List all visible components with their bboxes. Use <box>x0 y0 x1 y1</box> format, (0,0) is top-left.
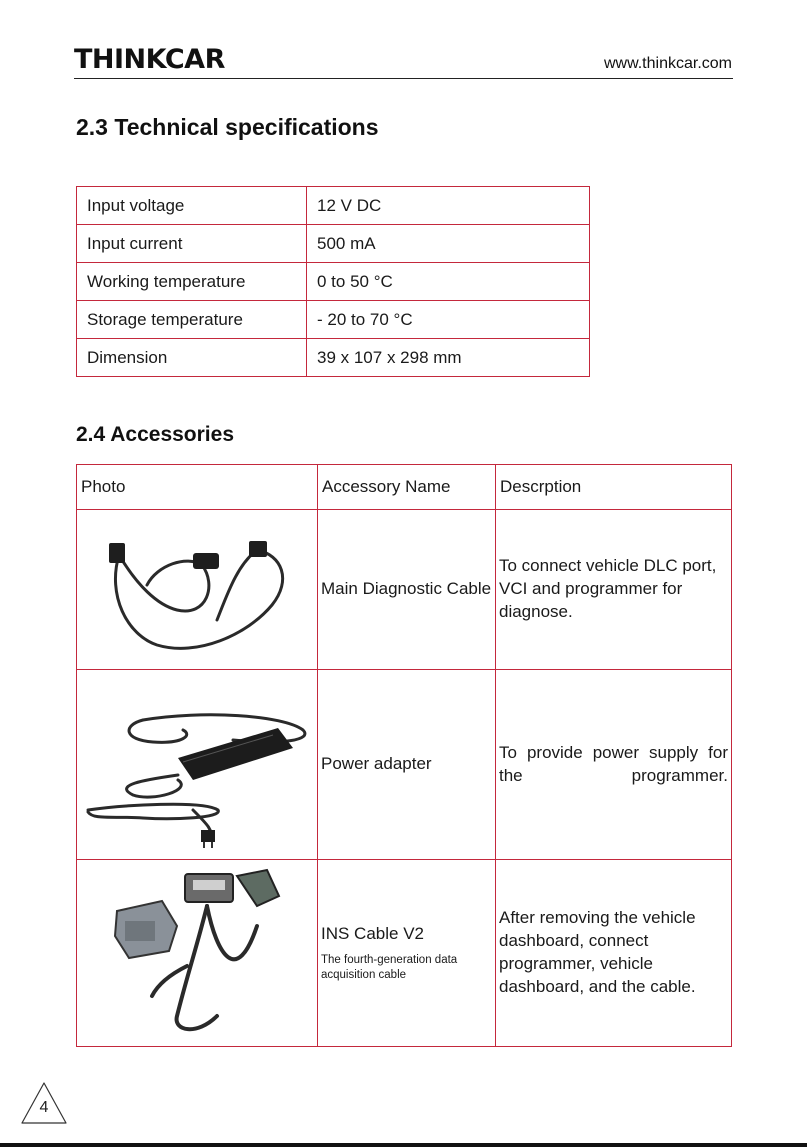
power-adapter-photo-icon <box>83 680 311 850</box>
accessory-photo-cell <box>77 860 318 1047</box>
spec-label: Working temperature <box>77 263 307 301</box>
accessory-description: To connect vehicle DLC port, VCI and programmer for diagnose. <box>496 510 732 670</box>
spec-row <box>77 263 590 301</box>
accessory-description: After removing the vehicle dashboard, connect programmer, vehicle dashboard, and the cable. <box>496 860 732 1047</box>
page-number-badge <box>19 1080 69 1126</box>
column-header-description: Descrption <box>496 465 732 510</box>
spec-label: Dimension <box>77 339 307 377</box>
accessory-name: INS Cable V2 <box>321 924 424 944</box>
footer-divider <box>0 1143 807 1147</box>
accessory-name-cell <box>318 860 496 1047</box>
accessory-row <box>77 860 732 1047</box>
accessory-row <box>77 510 732 670</box>
column-header-name: Accessory Name <box>318 465 496 510</box>
accessory-subtitle: The fourth-generation data acquisition cable <box>321 954 458 982</box>
spec-value: 39 x 107 x 298 mm <box>307 339 590 377</box>
spec-value: 500 mA <box>307 225 590 263</box>
column-header-photo: Photo <box>77 465 318 510</box>
ins-cable-photo-icon <box>107 866 287 1041</box>
header-divider <box>74 78 733 79</box>
diagnostic-cable-photo-icon <box>97 525 297 655</box>
spec-value: 12 V DC <box>307 187 590 225</box>
spec-table <box>76 186 590 377</box>
accessory-photo-cell <box>77 510 318 670</box>
page-number: 4 <box>39 1099 49 1116</box>
accessory-row <box>77 670 732 860</box>
accessory-description: To provide power supply for the programmer. <box>496 670 732 860</box>
spec-value: - 20 to 70 °C <box>307 301 590 339</box>
spec-value: 0 to 50 °C <box>307 263 590 301</box>
spec-label: Input voltage <box>77 187 307 225</box>
accessory-photo-cell <box>77 670 318 860</box>
spec-row <box>77 187 590 225</box>
accessories-header-row <box>77 465 732 510</box>
accessory-name: Power adapter <box>318 670 496 860</box>
spec-label: Storage temperature <box>77 301 307 339</box>
spec-row <box>77 301 590 339</box>
accessories-table <box>76 464 732 1047</box>
spec-label: Input current <box>77 225 307 263</box>
spec-row <box>77 339 590 377</box>
accessories-section-title: 2.4 Accessories <box>76 423 235 446</box>
spec-row <box>77 225 590 263</box>
brand-logo: THINKCAR <box>74 44 225 75</box>
spec-section-title: 2.3 Technical specifications <box>76 114 379 140</box>
website-url: www.thinkcar.com <box>603 55 732 72</box>
accessory-name: Main Diagnostic Cable <box>318 510 496 670</box>
